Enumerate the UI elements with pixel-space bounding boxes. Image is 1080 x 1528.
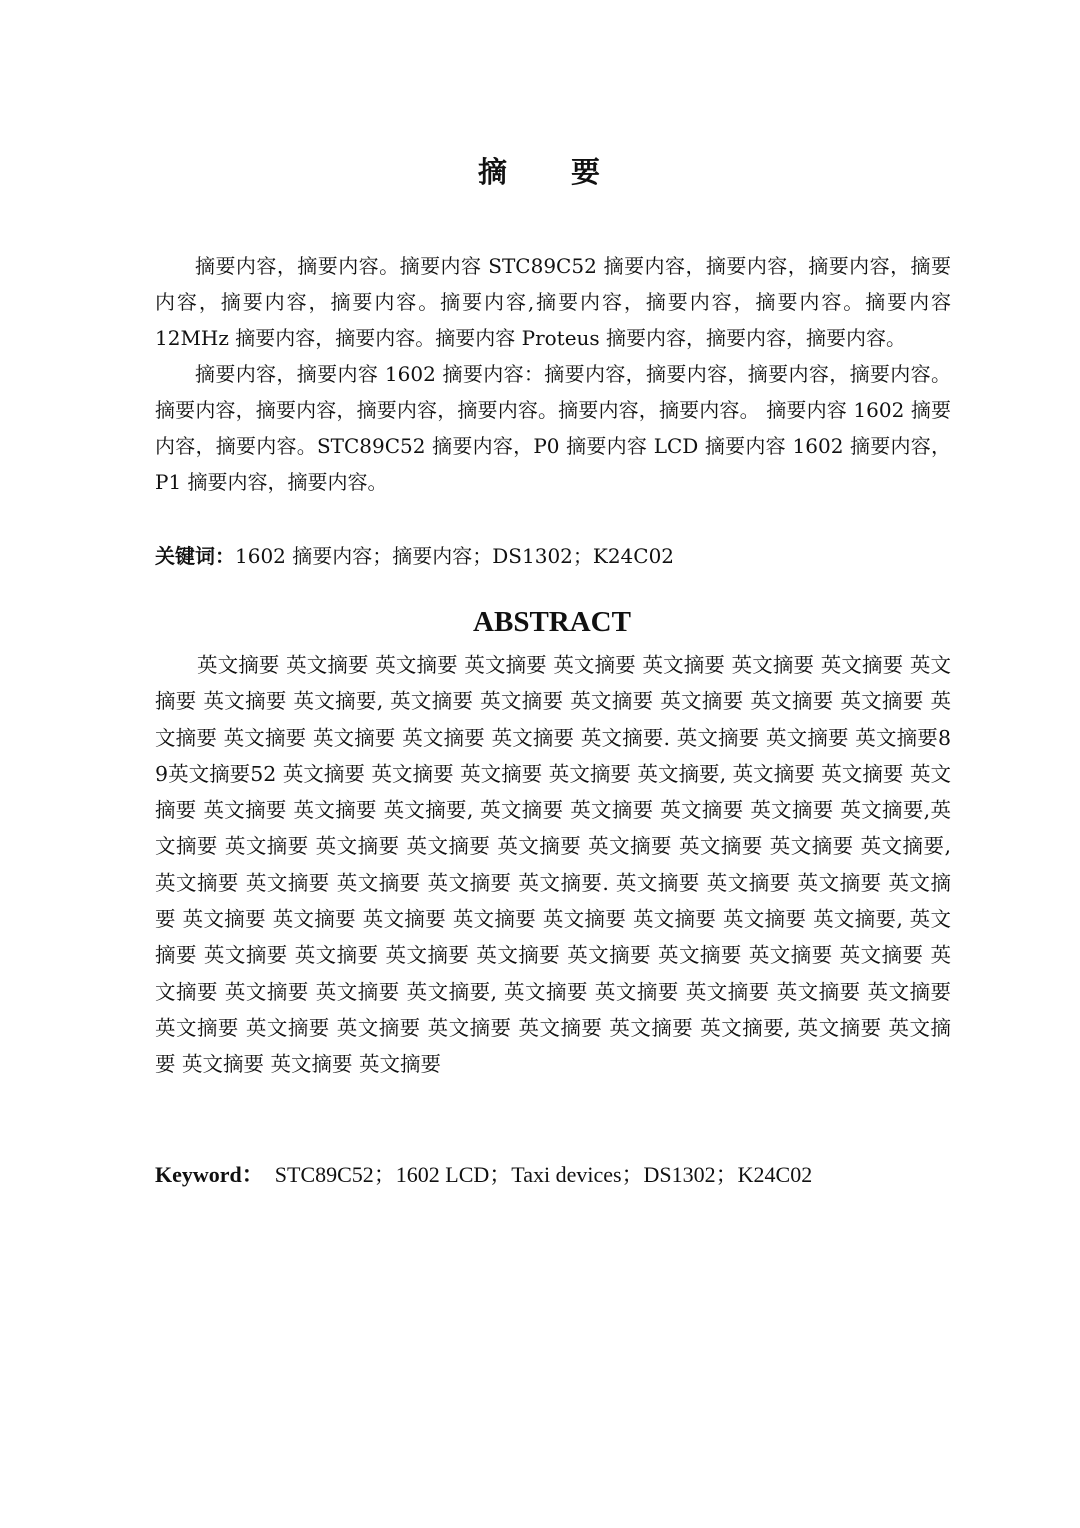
english-abstract-paragraph: 英文摘要 英文摘要 英文摘要 英文摘要 英文摘要 英文摘要 英文摘要 英文摘要 英文摘要 英文摘要 英文摘要, 英文摘要 英文摘要 英文摘要 英文摘要 英文摘要 英文摘要 英文摘要 英文摘要 英文摘要 英文摘要 英文摘要 英文摘要. 英文摘要 英文摘要 英文摘要89英文摘要52 英文摘要 英文摘要 英文摘要 英文摘要 英文摘要, 英文摘要 英文摘要 英文摘要 英文摘要 英文摘要 英文摘要, 英文摘要 英文摘要 英文摘要 英文摘要 英文摘要,英文摘要 英文摘要 英文摘要 英文摘要 英文摘要 英文摘要 英文摘要 英文摘要 英文摘要, 英文摘要 英文摘要 英文摘要 英文摘要 英文摘要. 英文摘要 英文摘要 英文摘要 英文摘要 英文摘要 英文摘要 英文摘要 英文摘要 英文摘要 英文摘要 英文摘要 英文摘要, 英文摘要 英文摘要 英文摘要 英文摘要 英文摘要 英文摘要 英文摘要 英文摘要 英文摘要 英文摘要 英文摘要 英文摘要 英文摘要, 英文摘要 英文摘要 英文摘要 英文摘要 英文摘要 英文摘要 英文摘要 英文摘要 英文摘要 英文摘要 英文摘要 英文摘要, 英文摘要 英文摘要 英文摘要 英文摘要 英文摘要 [155, 653, 951, 1077]
chinese-keywords [155, 538, 951, 574]
english-abstract-title: ABSTRACT [473, 606, 631, 638]
chinese-keywords-label: 关键词： [155, 544, 235, 568]
chinese-abstract-paragraph-2: 摘要内容，摘要内容 1602 摘要内容：摘要内容，摘要内容，摘要内容，摘要内容。摘要内容，摘要内容，摘要内容，摘要内容。摘要内容，摘要内容。 摘要内容 1602 摘要内容，摘要内容。STC89C52 摘要内容，P0 摘要内容 LCD 摘要内容 1602 摘要内容，P1 摘要内容，摘要内容。 [155, 362, 951, 494]
chinese-abstract-paragraph-1: 摘要内容，摘要内容。摘要内容 STC89C52 摘要内容，摘要内容，摘要内容，摘要内容，摘要内容，摘要内容。摘要内容,摘要内容，摘要内容，摘要内容。摘要内容 12MHz 摘要内容，摘要内容。摘要内容 Proteus 摘要内容，摘要内容，摘要内容。 [155, 254, 951, 350]
english-keywords-value: STC89C52；1602 LCD；Taxi devices；DS1302；K24C02 [274, 1162, 813, 1187]
english-abstract-body [155, 647, 951, 1083]
chinese-abstract-body [155, 248, 951, 500]
chinese-abstract-title: 摘 要 [477, 155, 602, 189]
english-keywords-label: Keyword： [155, 1162, 264, 1187]
english-keywords [155, 1157, 951, 1193]
chinese-keywords-value: 1602 摘要内容；摘要内容；DS1302；K24C02 [235, 544, 675, 568]
